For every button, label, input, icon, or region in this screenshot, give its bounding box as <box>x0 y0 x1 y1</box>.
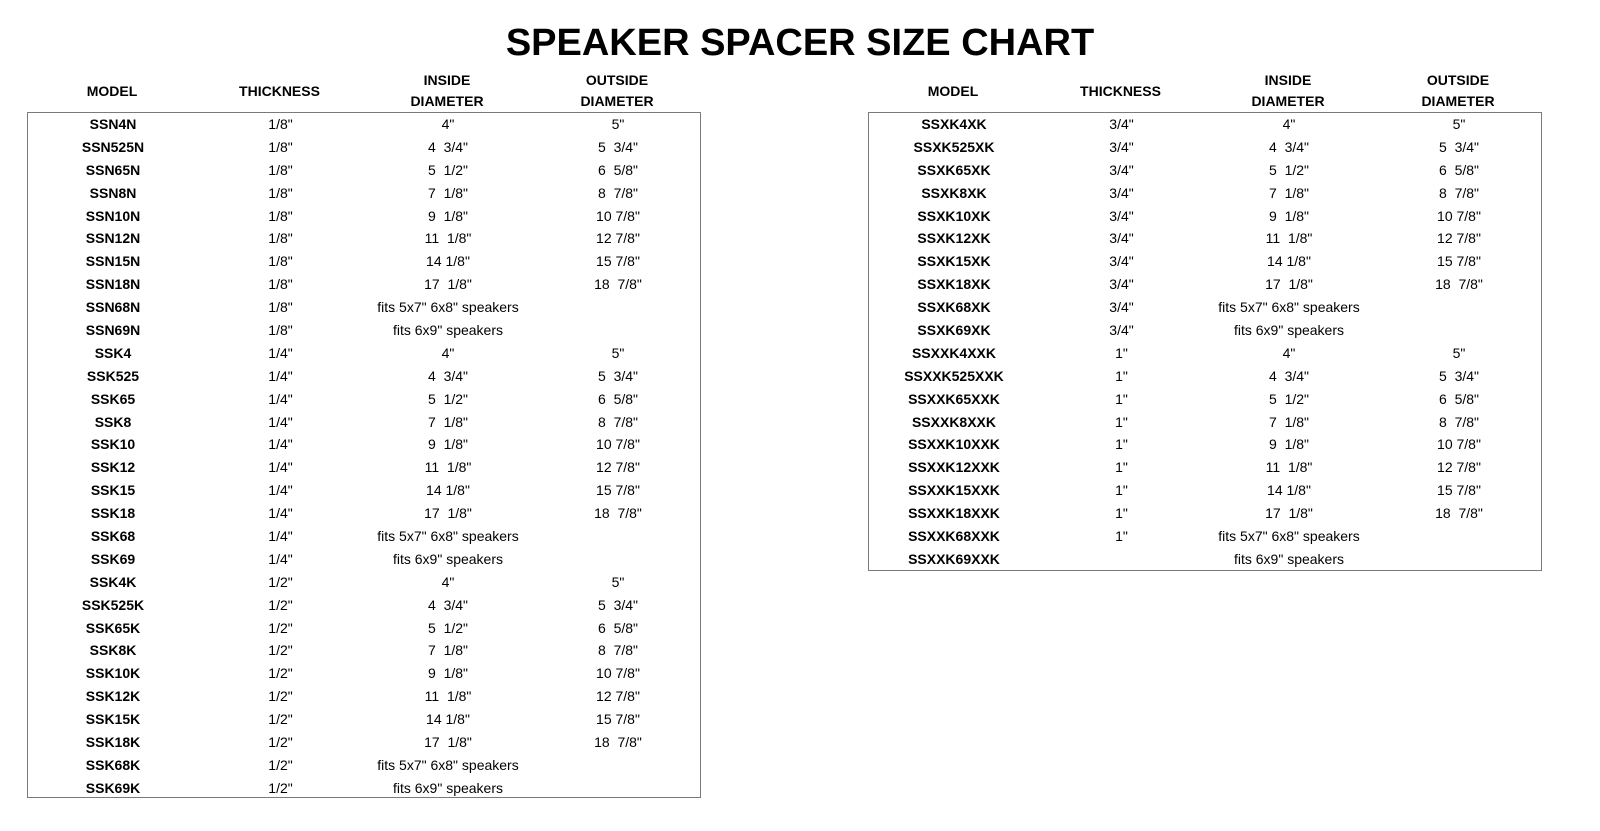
header-thickness: THICKNESS <box>1080 82 1161 99</box>
table-row <box>869 205 1541 228</box>
thickness-cell: 1" <box>1115 482 1128 499</box>
thickness-cell: 1/4" <box>268 459 293 476</box>
thickness-cell: 3/4" <box>1109 138 1134 155</box>
table-row <box>869 182 1541 205</box>
inside-diameter-cell: 14 1/8" <box>426 253 470 270</box>
inside-diameter-cell: 17 1/8" <box>1265 505 1313 522</box>
table-row <box>869 319 1541 342</box>
thickness-cell: 1" <box>1115 459 1128 476</box>
inside-diameter-cell: 17 1/8" <box>1265 276 1313 293</box>
inside-diameter-cell: 7 1/8" <box>1269 413 1309 430</box>
table-row <box>28 365 700 388</box>
table-row <box>869 250 1541 273</box>
model-cell: SSK525 <box>86 367 140 384</box>
model-cell: SSXK525XK <box>913 138 995 155</box>
outside-diameter-cell: 5 3/4" <box>1439 138 1479 155</box>
model-cell: SSK18 <box>90 505 136 522</box>
table-row <box>869 159 1541 182</box>
table-header <box>27 70 701 112</box>
model-cell: SSK10 <box>90 436 136 453</box>
outside-diameter-cell: 12 7/8" <box>596 459 640 476</box>
table-row <box>869 548 1541 571</box>
inside-diameter-cell: 4" <box>441 573 455 590</box>
table-row <box>28 617 700 640</box>
model-cell: SSXK68XK <box>917 299 991 316</box>
model-cell: SSXK15XK <box>917 253 991 270</box>
fit-note-cell: fits 5x7" 6x8" speakers <box>377 528 519 545</box>
inside-diameter-cell: 7 1/8" <box>428 184 468 201</box>
thickness-cell: 1/4" <box>268 505 293 522</box>
inside-diameter-cell: 17 1/8" <box>424 505 472 522</box>
inside-diameter-cell: 9 1/8" <box>428 207 468 224</box>
model-cell: SSXK69XK <box>917 322 991 339</box>
outside-diameter-cell: 6 5/8" <box>1439 390 1479 407</box>
outside-diameter-cell: 12 7/8" <box>596 688 640 705</box>
outside-diameter-cell: 10 7/8" <box>1437 436 1481 453</box>
outside-diameter-cell: 18 7/8" <box>594 276 642 293</box>
table-row <box>28 525 700 548</box>
thickness-cell: 1/4" <box>268 482 293 499</box>
inside-diameter-cell: 4 3/4" <box>428 367 468 384</box>
model-cell: SSN68N <box>85 299 141 316</box>
thickness-cell: 1/8" <box>268 253 293 270</box>
size-table-left <box>27 70 701 798</box>
inside-diameter-cell: 4 3/4" <box>428 138 468 155</box>
table-row <box>28 273 700 296</box>
table-row <box>869 273 1541 296</box>
table-row <box>28 731 700 754</box>
model-cell: SSXK8XK <box>921 184 987 201</box>
thickness-cell: 1/4" <box>268 436 293 453</box>
model-cell: SSXXK65XXK <box>908 390 1000 407</box>
model-cell: SSK15 <box>90 482 136 499</box>
table-row <box>28 456 700 479</box>
inside-diameter-cell: 5 1/2" <box>428 390 468 407</box>
model-cell: SSK4 <box>94 344 132 361</box>
table-header <box>868 70 1542 112</box>
outside-diameter-cell: 15 7/8" <box>596 482 640 499</box>
table-row <box>869 433 1541 456</box>
fit-note-cell: fits 6x9" speakers <box>392 550 504 567</box>
table-row <box>28 571 700 594</box>
model-cell: SSXK18XK <box>917 276 991 293</box>
model-cell: SSXK4XK <box>921 116 987 132</box>
thickness-cell: 1/8" <box>268 299 293 316</box>
inside-diameter-cell: 4 3/4" <box>1269 367 1309 384</box>
outside-diameter-cell: 8 7/8" <box>1439 413 1479 430</box>
fit-note-cell: fits 6x9" speakers <box>1233 322 1345 339</box>
model-cell: SSK65K <box>85 619 141 636</box>
thickness-cell: 1/8" <box>268 161 293 178</box>
inside-diameter-cell: 17 1/8" <box>424 276 472 293</box>
thickness-cell: 1" <box>1115 344 1128 361</box>
inside-diameter-cell: 14 1/8" <box>1267 253 1311 270</box>
thickness-cell: 1/4" <box>268 390 293 407</box>
thickness-cell: 1/8" <box>268 138 293 155</box>
inside-diameter-cell: 9 1/8" <box>1269 207 1309 224</box>
thickness-cell: 3/4" <box>1109 276 1134 293</box>
table-row <box>28 136 700 159</box>
inside-diameter-cell: 11 1/8" <box>424 230 472 247</box>
model-cell: SSK8K <box>89 642 137 659</box>
thickness-cell: 1/4" <box>268 344 293 361</box>
model-cell: SSK8 <box>94 413 132 430</box>
inside-diameter-cell: 9 1/8" <box>428 436 468 453</box>
inside-diameter-cell: 11 1/8" <box>1265 230 1313 247</box>
model-cell: SSN18N <box>85 276 141 293</box>
thickness-cell: 3/4" <box>1109 116 1134 132</box>
outside-diameter-cell: 5" <box>1452 344 1466 361</box>
table-row <box>28 319 700 342</box>
thickness-cell: 1" <box>1115 436 1128 453</box>
model-cell: SSK12K <box>85 688 141 705</box>
inside-diameter-cell: 11 1/8" <box>424 459 472 476</box>
thickness-cell: 1" <box>1115 367 1128 384</box>
table-row <box>28 708 700 731</box>
model-cell: SSK4K <box>89 573 137 590</box>
header-inside-diameter: INSIDE DIAMETER <box>1251 72 1325 109</box>
thickness-cell: 1/8" <box>268 230 293 247</box>
thickness-cell: 3/4" <box>1109 161 1134 178</box>
model-cell: SSK69 <box>90 550 136 567</box>
table-row <box>869 342 1541 365</box>
thickness-cell: 3/4" <box>1109 253 1134 270</box>
model-cell: SSK10K <box>85 665 141 682</box>
table-row <box>869 411 1541 434</box>
model-cell: SSK12 <box>90 459 136 476</box>
model-cell: SSN65N <box>85 161 141 178</box>
outside-diameter-cell: 15 7/8" <box>1437 253 1481 270</box>
table-row <box>28 433 700 456</box>
table-row <box>28 411 700 434</box>
outside-diameter-cell: 5" <box>611 573 625 590</box>
outside-diameter-cell: 15 7/8" <box>596 711 640 728</box>
thickness-cell: 1/2" <box>268 642 293 659</box>
outside-diameter-cell: 8 7/8" <box>1439 184 1479 201</box>
table-row <box>28 777 700 800</box>
table-body <box>27 112 701 798</box>
model-cell: SSK68 <box>90 528 136 545</box>
inside-diameter-cell: 7 1/8" <box>428 413 468 430</box>
outside-diameter-cell: 6 5/8" <box>1439 161 1479 178</box>
thickness-cell: 1/8" <box>268 184 293 201</box>
outside-diameter-cell: 6 5/8" <box>598 161 638 178</box>
outside-diameter-cell: 18 7/8" <box>594 734 642 751</box>
header-inside-diameter: INSIDE DIAMETER <box>410 72 484 109</box>
table-row <box>28 754 700 777</box>
thickness-cell: 1/2" <box>268 711 293 728</box>
inside-diameter-cell: 11 1/8" <box>424 688 472 705</box>
table-row <box>28 205 700 228</box>
table-row <box>869 365 1541 388</box>
inside-diameter-cell: 4 3/4" <box>1269 138 1309 155</box>
model-cell: SSK15K <box>85 711 141 728</box>
outside-diameter-cell: 5" <box>611 344 625 361</box>
outside-diameter-cell: 10 7/8" <box>596 436 640 453</box>
inside-diameter-cell: 4" <box>441 116 455 132</box>
thickness-cell: 1/2" <box>268 734 293 751</box>
table-row <box>28 388 700 411</box>
fit-note-cell: fits 5x7" 6x8" speakers <box>377 299 519 316</box>
table-row <box>869 479 1541 502</box>
thickness-cell: 3/4" <box>1109 207 1134 224</box>
thickness-cell: 1/4" <box>268 367 293 384</box>
fit-note-cell: fits 5x7" 6x8" speakers <box>1218 299 1360 316</box>
model-cell: SSXXK18XXK <box>908 505 1000 522</box>
thickness-cell: 1/2" <box>268 688 293 705</box>
model-cell: SSN8N <box>89 184 137 201</box>
outside-diameter-cell: 8 7/8" <box>598 642 638 659</box>
thickness-cell: 1/4" <box>268 550 293 567</box>
table-row <box>869 388 1541 411</box>
outside-diameter-cell: 5" <box>611 116 625 132</box>
table-row <box>28 182 700 205</box>
thickness-cell: 1/2" <box>268 573 293 590</box>
model-cell: SSXK65XK <box>917 161 991 178</box>
thickness-cell: 3/4" <box>1109 322 1134 339</box>
fit-note-cell: fits 5x7" 6x8" speakers <box>377 756 519 773</box>
fit-note-cell: fits 6x9" speakers <box>392 779 504 796</box>
model-cell: SSN12N <box>85 230 141 247</box>
model-cell: SSXXK12XXK <box>908 459 1000 476</box>
outside-diameter-cell: 5" <box>1452 116 1466 132</box>
model-cell: SSN69N <box>85 322 141 339</box>
table-row <box>28 113 700 136</box>
page-title: SPEAKER SPACER SIZE CHART <box>505 22 1095 64</box>
inside-diameter-cell: 5 1/2" <box>1269 161 1309 178</box>
inside-diameter-cell: 4 3/4" <box>428 596 468 613</box>
outside-diameter-cell: 18 7/8" <box>594 505 642 522</box>
model-cell: SSK525K <box>81 596 145 613</box>
inside-diameter-cell: 14 1/8" <box>426 711 470 728</box>
table-row <box>28 479 700 502</box>
inside-diameter-cell: 9 1/8" <box>1269 436 1309 453</box>
size-table-right <box>868 70 1542 571</box>
header-model: MODEL <box>927 82 979 99</box>
model-cell: SSN15N <box>85 253 141 270</box>
model-cell: SSK68K <box>85 756 141 773</box>
inside-diameter-cell: 4" <box>1282 116 1296 132</box>
inside-diameter-cell: 11 1/8" <box>1265 459 1313 476</box>
model-cell: SSXXK4XXK <box>911 344 997 361</box>
model-cell: SSXXK525XXK <box>904 367 1004 384</box>
model-cell: SSN10N <box>85 207 141 224</box>
thickness-cell: 1/2" <box>268 619 293 636</box>
table-row <box>28 548 700 571</box>
table-row <box>869 502 1541 525</box>
inside-diameter-cell: 14 1/8" <box>426 482 470 499</box>
thickness-cell: 1/2" <box>268 756 293 773</box>
inside-diameter-cell: 9 1/8" <box>428 665 468 682</box>
outside-diameter-cell: 5 3/4" <box>1439 367 1479 384</box>
table-row <box>28 639 700 662</box>
inside-diameter-cell: 7 1/8" <box>1269 184 1309 201</box>
thickness-cell: 1" <box>1115 413 1128 430</box>
thickness-cell: 1" <box>1115 505 1128 522</box>
table-row <box>28 502 700 525</box>
table-row <box>28 685 700 708</box>
inside-diameter-cell: 5 1/2" <box>428 161 468 178</box>
header-thickness: THICKNESS <box>239 82 320 99</box>
outside-diameter-cell: 18 7/8" <box>1435 276 1483 293</box>
model-cell: SSK69K <box>85 779 141 796</box>
table-row <box>28 250 700 273</box>
outside-diameter-cell: 5 3/4" <box>598 138 638 155</box>
table-row <box>869 456 1541 479</box>
outside-diameter-cell: 6 5/8" <box>598 619 638 636</box>
thickness-cell: 1/8" <box>268 116 293 132</box>
model-cell: SSXK12XK <box>917 230 991 247</box>
table-body <box>868 112 1542 571</box>
thickness-cell <box>1069 548 1174 571</box>
fit-note-cell: fits 6x9" speakers <box>392 322 504 339</box>
table-row <box>869 296 1541 319</box>
outside-diameter-cell: 10 7/8" <box>596 665 640 682</box>
outside-diameter-cell: 6 5/8" <box>598 390 638 407</box>
outside-diameter-cell: 8 7/8" <box>598 413 638 430</box>
header-outside-diameter: OUTSIDE DIAMETER <box>580 72 654 109</box>
model-cell: SSXK10XK <box>917 207 991 224</box>
model-cell: SSXXK10XXK <box>908 436 1000 453</box>
table-row <box>28 342 700 365</box>
model-cell: SSK65 <box>90 390 136 407</box>
outside-diameter-cell: 10 7/8" <box>596 207 640 224</box>
table-row <box>28 594 700 617</box>
thickness-cell: 3/4" <box>1109 230 1134 247</box>
thickness-cell: 1" <box>1115 528 1128 545</box>
table-row <box>869 525 1541 548</box>
outside-diameter-cell: 12 7/8" <box>1437 230 1481 247</box>
model-cell: SSXXK69XXK <box>908 550 1000 567</box>
inside-diameter-cell: 4" <box>1282 344 1296 361</box>
header-outside-diameter: OUTSIDE DIAMETER <box>1421 72 1495 109</box>
outside-diameter-cell: 12 7/8" <box>596 230 640 247</box>
thickness-cell: 1" <box>1115 390 1128 407</box>
thickness-cell: 1/8" <box>268 322 293 339</box>
thickness-cell: 1/2" <box>268 596 293 613</box>
fit-note-cell: fits 6x9" speakers <box>1233 550 1345 567</box>
inside-diameter-cell: 4" <box>441 344 455 361</box>
table-row <box>28 662 700 685</box>
model-cell: SSN4N <box>89 116 137 132</box>
inside-diameter-cell: 5 1/2" <box>1269 390 1309 407</box>
thickness-cell: 1/8" <box>268 276 293 293</box>
thickness-cell: 1/2" <box>268 665 293 682</box>
thickness-cell: 3/4" <box>1109 299 1134 316</box>
inside-diameter-cell: 14 1/8" <box>1267 482 1311 499</box>
model-cell: SSXXK68XXK <box>908 528 1000 545</box>
outside-diameter-cell: 10 7/8" <box>1437 207 1481 224</box>
inside-diameter-cell: 5 1/2" <box>428 619 468 636</box>
outside-diameter-cell: 8 7/8" <box>598 184 638 201</box>
outside-diameter-cell: 18 7/8" <box>1435 505 1483 522</box>
header-model: MODEL <box>86 82 138 99</box>
outside-diameter-cell: 15 7/8" <box>1437 482 1481 499</box>
table-row <box>28 159 700 182</box>
outside-diameter-cell: 15 7/8" <box>596 253 640 270</box>
model-cell: SSK18K <box>85 734 141 751</box>
inside-diameter-cell: 17 1/8" <box>424 734 472 751</box>
thickness-cell: 1/4" <box>268 528 293 545</box>
table-row <box>28 227 700 250</box>
inside-diameter-cell: 7 1/8" <box>428 642 468 659</box>
table-row <box>28 296 700 319</box>
model-cell: SSN525N <box>81 138 145 155</box>
model-cell: SSXXK8XXK <box>911 413 997 430</box>
thickness-cell: 1/4" <box>268 413 293 430</box>
table-row <box>869 113 1541 136</box>
model-cell: SSXXK15XXK <box>908 482 1000 499</box>
thickness-cell: 1/2" <box>268 779 293 796</box>
outside-diameter-cell: 5 3/4" <box>598 367 638 384</box>
fit-note-cell: fits 5x7" 6x8" speakers <box>1218 528 1360 545</box>
table-row <box>869 227 1541 250</box>
thickness-cell: 1/8" <box>268 207 293 224</box>
table-row <box>869 136 1541 159</box>
outside-diameter-cell: 12 7/8" <box>1437 459 1481 476</box>
thickness-cell: 3/4" <box>1109 184 1134 201</box>
outside-diameter-cell: 5 3/4" <box>598 596 638 613</box>
